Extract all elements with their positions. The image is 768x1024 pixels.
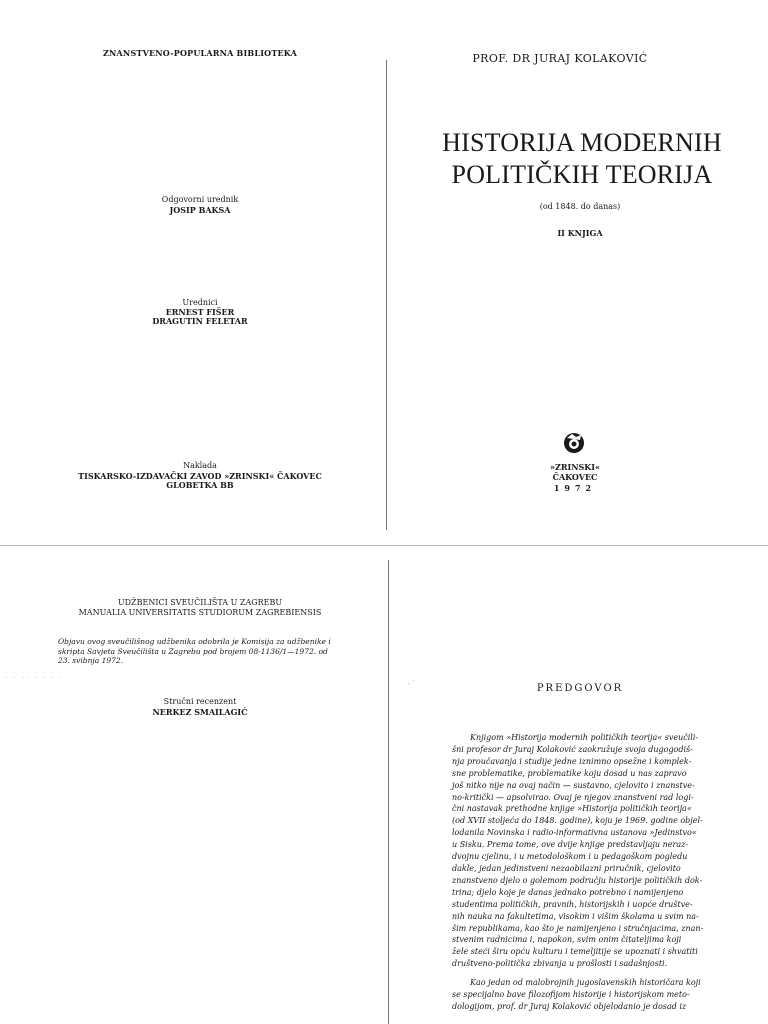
vertical-fold-line-lower xyxy=(388,560,389,1024)
author-name: PROF. DR JURAJ KOLAKOVIĆ xyxy=(472,52,648,65)
preface-line: još nitko nije na ovaj način — sustavno, cjelovito i znanstve- xyxy=(452,780,695,790)
horizontal-page-break xyxy=(0,545,768,546)
preface-line: trina; djelo koje je danas jednako potrebno i namijenjeno xyxy=(452,887,684,897)
preface-paragraph-1 xyxy=(452,732,740,970)
editors-label: Urednici xyxy=(182,298,218,307)
preface-line: nja proučavanja i studije jedne iznimno opsežne i komplek- xyxy=(452,756,692,766)
publisher-name: »ZRINSKI« xyxy=(549,462,600,472)
preface-line: društveno-politička zbivanja u prošlosti i sadašnjosti. xyxy=(452,959,668,969)
preface-line: dologijom, prof. dr Juraj Kolaković objelodanio je dosad iz xyxy=(452,1001,687,1011)
preface-line: no-kritički — apsolvirao. Ovaj je njegov znanstveni rad logi- xyxy=(452,792,694,802)
preface-line: u Sisku. Prema tome, ove dvije knjige predstavljaju neraz- xyxy=(452,840,689,850)
preface-line: šim republikama, kao što je namijenjeno i stručnjacima, znan- xyxy=(452,923,704,933)
preface-line: čni nastavak prethodne knjige »Historija političkih teorija« xyxy=(452,804,692,814)
book-title-line-1: HISTORIJA MODERNIH xyxy=(442,128,722,157)
publisher-city: ČAKOVEC xyxy=(552,472,598,482)
editor-name: JOSIP BAKSA xyxy=(169,205,231,215)
preface-line: šni profesor dr Juraj Kolaković zaokružuje svoja dugogodiš- xyxy=(452,744,693,754)
preface-heading: PREDGOVOR xyxy=(536,683,624,694)
preface-line: dakle, jedan jedinstveni nezaobilazni priručnik, cjelovito xyxy=(452,863,681,873)
series-title: ZNANSTVENO-POPULARNA BIBLIOTEKA xyxy=(102,48,298,58)
approval-note: Objavu ovog sveučilišnog udžbenika odobrila je Komisija za udžbenike i skripta Savjeta Sveučilišta u Zagrebu pod brojem 08-1136/1—1972. od 23. svibnja 1972. xyxy=(58,637,331,665)
publisher-logo-icon xyxy=(563,432,585,454)
textbooks-series-line-2: MANUALIA UNIVERSITATIS STUDIORUM ZAGREBIENSIS xyxy=(78,608,322,617)
preface-line: nih nauka na fakultetima, visokim i višim školama u svim na- xyxy=(452,911,699,921)
editor-label: Odgovorni urednik xyxy=(161,195,239,204)
vertical-fold-line xyxy=(386,60,387,530)
preface-line: Knjigom »Historija modernih političkih teorija« sveučili- xyxy=(470,733,699,742)
preface-line: stvenim radnicima i, napokon, svim onim čitateljima koji xyxy=(452,935,682,945)
preface-line: Kao jedan od malobrojnih jugoslavenskih historičara koji xyxy=(470,978,701,988)
preface-line: (od XVII stoljeća do 1848. godine), koju je 1969. godine objel- xyxy=(452,816,703,826)
publisher-line-2: GLOBETKA BB xyxy=(166,480,234,490)
publisher-label: Naklada xyxy=(183,461,217,470)
preface-line: sne problematike, problematike koju dosad u nas zapravo xyxy=(452,768,687,778)
reviewer-name: NERKEZ SMAILAGIĆ xyxy=(152,707,248,717)
preface-paragraph-2 xyxy=(452,977,740,1013)
publication-year: 1972 xyxy=(553,483,597,493)
preface-line: studentima političkih, pravnih, historijskih i uopće društve- xyxy=(452,899,693,909)
preface-body xyxy=(452,732,740,1013)
preface-line: dvojnu cjelinu, i u metodološkom i u pedagoškom pogledu xyxy=(452,852,688,862)
preface-line: lodanila Novinska i radio-informativna ustanova »Jedinstvo« xyxy=(452,828,697,838)
scan-smudge: · · ·· · · · · xyxy=(5,674,65,682)
reviewer-label: Stručni recenzent xyxy=(163,697,237,706)
volume-label: II KNJIGA xyxy=(557,228,603,238)
scan-mark: · ′ xyxy=(408,680,415,688)
preface-line: žele steći širu opću kulturu i temeljitije se upoznati i shvatiti xyxy=(452,947,698,957)
publisher-line-1: TISKARSKO-IZDAVAČKI ZAVOD »ZRINSKI« ČAKOVEC xyxy=(78,471,322,481)
editor-name-2: DRAGUTIN FELETAR xyxy=(152,316,248,326)
editor-name-1: ERNEST FIŠER xyxy=(165,307,235,317)
preface-line: se specijalno bave filozofijom historije i historijskom meto- xyxy=(452,990,690,1000)
preface-line: znanstveno djelo o golemom području historije političkih dok- xyxy=(452,875,703,885)
book-title-line-2: POLITIČKIH TEORIJA xyxy=(451,160,713,189)
book-subtitle: (od 1848. do danas) xyxy=(539,202,621,211)
textbooks-series-line-1: UDŽBENICI SVEUČILIŠTA U ZAGREBU xyxy=(117,598,283,607)
